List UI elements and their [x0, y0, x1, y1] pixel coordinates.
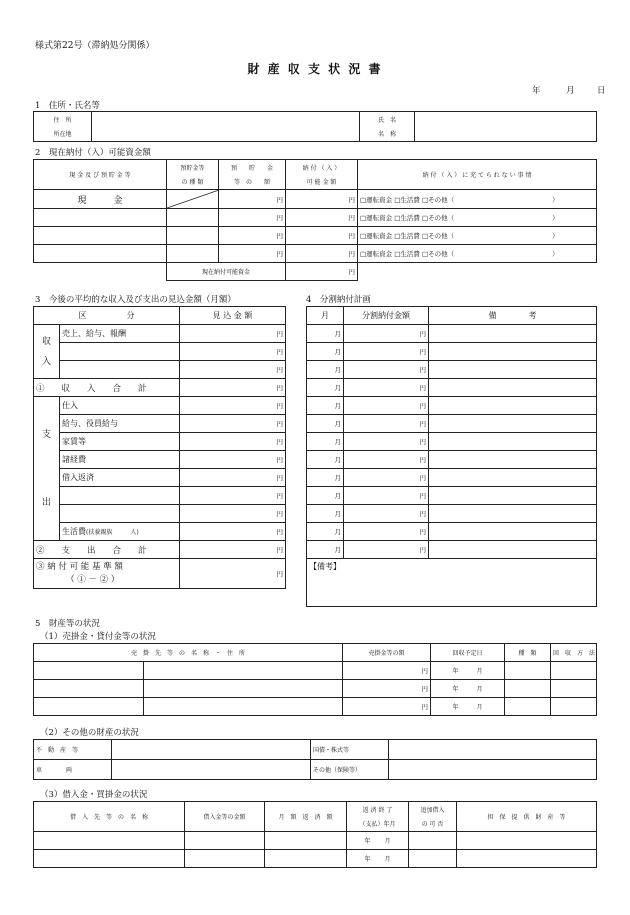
expense-amount[interactable]: 円 — [180, 415, 286, 433]
installment-plan-table — [306, 306, 597, 607]
plan-row — [307, 523, 597, 541]
collection-date[interactable]: 年 月 — [431, 698, 505, 716]
plan-month[interactable]: 月 — [307, 469, 344, 487]
borrowing-row — [34, 850, 597, 868]
col-reason: 納 付 （ 入 ） に 充 て ら れ な い 事 情 — [358, 160, 597, 190]
plan-note[interactable] — [429, 379, 597, 397]
receivable-amount[interactable]: 円 — [343, 680, 431, 698]
plan-row — [307, 505, 597, 523]
reason-close-paren: ） — [552, 214, 559, 222]
expense-amount[interactable]: 円 — [180, 397, 286, 415]
income-label: 収 入 — [34, 325, 60, 379]
expense-item[interactable] — [60, 487, 180, 505]
col-estimate: 見 込 金 額 — [180, 307, 286, 325]
plan-month[interactable]: 月 — [307, 379, 344, 397]
receivable-amount[interactable]: 円 — [343, 662, 431, 680]
collection-date[interactable]: 年 月 — [431, 662, 505, 680]
col-category: 区 分 — [34, 307, 180, 325]
collection-method[interactable] — [551, 662, 597, 680]
debtor-address[interactable] — [144, 680, 343, 698]
col-collection-method: 回 収 方 法 — [551, 644, 597, 662]
col-deposit-amount-1: 預 貯 金 — [219, 160, 286, 175]
funds-row — [34, 190, 597, 209]
plan-row — [307, 487, 597, 505]
plan-amount[interactable]: 円 — [344, 469, 429, 487]
reason-close-paren: ） — [552, 232, 559, 240]
reason-cell — [358, 190, 597, 209]
section1-heading: 1 住所・氏名等 — [35, 101, 100, 111]
securities-field[interactable] — [389, 740, 597, 760]
col-payable-1: 納 付 （ 入 ） — [286, 160, 358, 175]
plan-row — [307, 325, 597, 343]
expense-item[interactable]: 家賃等 — [60, 433, 180, 451]
address-field[interactable] — [92, 112, 360, 142]
col-debtor: 売 掛 先 等 の 名 称 ・ 住 所 — [34, 644, 343, 662]
real-estate-label: 不 動 産 等 — [34, 740, 112, 760]
funds-row — [34, 227, 597, 245]
plan-note[interactable] — [429, 397, 597, 415]
reason-other-checkbox[interactable]: □その他（ — [421, 195, 455, 204]
reason-operating-checkbox[interactable]: □運転資金 — [360, 250, 393, 258]
income-item[interactable]: 売上、給与、報酬 — [60, 325, 180, 343]
plan-row — [307, 397, 597, 415]
income-item[interactable] — [60, 343, 180, 361]
expense-item[interactable]: 仕入 — [60, 397, 180, 415]
receivable-row — [34, 698, 597, 716]
plan-note[interactable] — [429, 433, 597, 451]
receivable-type[interactable] — [505, 680, 551, 698]
debtor-name[interactable] — [34, 680, 144, 698]
plan-amount[interactable]: 円 — [344, 433, 429, 451]
plan-amount[interactable]: 円 — [344, 415, 429, 433]
reason-other-checkbox[interactable]: □その他（ — [421, 214, 455, 222]
reason-operating-checkbox[interactable]: □運転資金 — [360, 214, 393, 222]
plan-note[interactable] — [429, 415, 597, 433]
col-installment: 分割納付金額 — [344, 307, 429, 325]
expense-item[interactable]: 借入返済 — [60, 469, 180, 487]
col-cash-deposits: 現 金 及 び 預 貯 金 等 — [34, 160, 167, 190]
section5-heading: 5 財産等の状況 — [35, 619, 100, 629]
lender-name[interactable] — [34, 850, 185, 868]
collateral[interactable] — [457, 850, 597, 868]
borrowings-heading: （3）借入金・買掛金の状況 — [40, 790, 148, 800]
date-month: 月 — [566, 86, 575, 96]
reason-operating-checkbox[interactable]: □運転資金 — [360, 232, 393, 240]
deposit-type[interactable] — [167, 227, 219, 245]
plan-note[interactable] — [429, 361, 597, 379]
income-expense-table — [33, 306, 286, 589]
section3-heading: 3 今後の平均的な収入及び支出の見込金額（月額） — [35, 295, 236, 305]
plan-amount[interactable]: 円 — [344, 343, 429, 361]
deposit-amount[interactable]: 円 — [219, 227, 286, 245]
vehicle-field[interactable] — [112, 760, 311, 780]
expense-amount[interactable]: 円 — [180, 433, 286, 451]
payable-amount[interactable]: 円 — [286, 209, 358, 227]
receivable-amount[interactable]: 円 — [343, 698, 431, 716]
reason-other-checkbox[interactable]: □その他（ — [421, 232, 455, 240]
plan-month[interactable]: 月 — [307, 433, 344, 451]
expense-amount[interactable]: 円 — [180, 523, 286, 541]
borrowing-row — [34, 832, 597, 850]
plan-month[interactable]: 月 — [307, 487, 344, 505]
payable-amount[interactable]: 円 — [286, 190, 358, 209]
expense-amount[interactable]: 円 — [180, 487, 286, 505]
col-loan-amount: 借入金等の金額 — [185, 802, 265, 832]
name-field[interactable] — [415, 112, 597, 142]
monthly-repayment[interactable] — [265, 832, 347, 850]
plan-month[interactable]: 月 — [307, 415, 344, 433]
plan-amount[interactable]: 円 — [344, 379, 429, 397]
location-label: 所在地 — [34, 127, 92, 142]
plan-month[interactable]: 月 — [307, 397, 344, 415]
plan-month[interactable]: 月 — [307, 541, 344, 559]
date-year: 年 — [532, 86, 541, 96]
reason-living-checkbox[interactable]: □生活費 — [394, 214, 420, 222]
plan-note[interactable] — [429, 487, 597, 505]
additional-borrowing[interactable] — [409, 832, 457, 850]
reason-living-checkbox[interactable]: □生活費 — [394, 195, 420, 204]
collection-method[interactable] — [551, 680, 597, 698]
total-available-amount[interactable]: 円 — [286, 263, 358, 281]
col-lender: 借 入 先 等 の 名 称 — [34, 802, 185, 832]
plan-month[interactable]: 月 — [307, 523, 344, 541]
receivables-heading: （1）売掛金・貸付金等の状況 — [40, 632, 156, 642]
funds-item[interactable] — [34, 209, 167, 227]
name-label: 氏 名 — [360, 112, 415, 127]
collection-date[interactable]: 年 月 — [431, 680, 505, 698]
plan-row — [307, 361, 597, 379]
deposit-amount[interactable]: 円 — [219, 209, 286, 227]
plan-row — [307, 541, 597, 559]
plan-note[interactable] — [429, 541, 597, 559]
real-estate-field[interactable] — [112, 740, 311, 760]
col-note: 備 考 — [429, 307, 597, 325]
expense-amount[interactable]: 円 — [180, 505, 286, 523]
collection-method[interactable] — [551, 698, 597, 716]
col-deposit-type-2: の 種 類 — [167, 175, 219, 190]
payable-amount[interactable]: 円 — [286, 245, 358, 263]
plan-amount[interactable]: 円 — [344, 325, 429, 343]
funds-item[interactable] — [34, 227, 167, 245]
plan-amount[interactable]: 円 — [344, 487, 429, 505]
reason-other-checkbox[interactable]: □その他（ — [421, 250, 455, 258]
plan-amount[interactable]: 円 — [344, 505, 429, 523]
plan-row — [307, 343, 597, 361]
other-insurance-label: その他（保険等） — [311, 760, 389, 780]
funds-row — [34, 209, 597, 227]
expense-amount[interactable]: 円 — [180, 451, 286, 469]
reason-close-paren: ） — [552, 250, 559, 258]
identity-table — [33, 111, 597, 142]
col-deposit-type-1: 預貯金等 — [167, 160, 219, 175]
receivable-type[interactable] — [505, 698, 551, 716]
col-repay-end-2: （支払）年月 — [347, 817, 409, 832]
monthly-repayment[interactable] — [265, 850, 347, 868]
plan-row — [307, 433, 597, 451]
plan-note[interactable] — [429, 451, 597, 469]
debtor-name[interactable] — [34, 662, 144, 680]
plan-month[interactable]: 月 — [307, 451, 344, 469]
deposit-amount[interactable]: 円 — [219, 245, 286, 263]
reason-cell — [358, 245, 597, 263]
expense-total-label: ② 支 出 合 計 — [34, 541, 180, 559]
plan-note[interactable] — [429, 469, 597, 487]
plan-month[interactable]: 月 — [307, 361, 344, 379]
collateral[interactable] — [457, 832, 597, 850]
debtor-address[interactable] — [144, 662, 343, 680]
section2-heading: 2 現在納付（入）可能資金額 — [35, 148, 151, 158]
reason-cell — [358, 227, 597, 245]
income-amount[interactable]: 円 — [180, 325, 286, 343]
plan-amount[interactable]: 円 — [344, 451, 429, 469]
payable-base-label: ③ 納 付 可 能 基 準 額 （ ① － ② ） — [34, 559, 180, 589]
plan-month[interactable]: 月 — [307, 505, 344, 523]
col-collateral: 担 保 提 供 財 産 等 — [457, 802, 597, 832]
date-day: 日 — [597, 86, 606, 96]
plan-amount[interactable]: 円 — [344, 541, 429, 559]
plan-amount[interactable]: 円 — [344, 397, 429, 415]
col-month: 月 — [307, 307, 344, 325]
repay-end[interactable]: 年 月 — [347, 832, 409, 850]
corporate-name-label: 名 称 — [360, 127, 415, 142]
col-additional-2: の 可 否 — [409, 817, 457, 832]
address-label: 住 所 — [34, 112, 92, 127]
col-type: 種 類 — [505, 644, 551, 662]
reason-operating-checkbox[interactable]: □運転資金 — [360, 195, 393, 204]
col-deposit-amount-2: 等 の 額 — [219, 175, 286, 190]
expense-amount[interactable]: 円 — [180, 469, 286, 487]
vehicle-label: 車 両 — [34, 760, 112, 780]
reason-close-paren: ） — [552, 195, 559, 204]
receivable-type[interactable] — [505, 662, 551, 680]
plan-amount[interactable]: 円 — [344, 361, 429, 379]
page-title: 財 産 収 支 状 況 書 — [247, 62, 383, 76]
other-assets-heading: （2）その他の財産の状況 — [40, 728, 139, 738]
income-total-amount[interactable]: 円 — [180, 379, 286, 397]
expense-item[interactable]: 給与、役員給与 — [60, 415, 180, 433]
plan-note[interactable] — [429, 325, 597, 343]
plan-row — [307, 451, 597, 469]
plan-row — [307, 379, 597, 397]
debtor-name[interactable] — [34, 698, 144, 716]
receivable-row — [34, 662, 597, 680]
plan-row — [307, 469, 597, 487]
funds-item[interactable] — [34, 245, 167, 263]
col-collection-date: 回収予定日 — [431, 644, 505, 662]
repay-end[interactable]: 年 月 — [347, 850, 409, 868]
diagonal-cell — [167, 190, 219, 209]
income-item[interactable] — [60, 361, 180, 379]
lender-name[interactable] — [34, 832, 185, 850]
expense-item[interactable] — [60, 505, 180, 523]
additional-borrowing[interactable] — [409, 850, 457, 868]
receivable-row — [34, 680, 597, 698]
loan-amount[interactable] — [185, 832, 265, 850]
payable-amount[interactable]: 円 — [286, 227, 358, 245]
loan-amount[interactable] — [185, 850, 265, 868]
reason-living-checkbox[interactable]: □生活費 — [394, 250, 420, 258]
remarks-box[interactable]: 【備考】 — [307, 559, 597, 607]
income-total-label: ① 収 入 合 計 — [34, 379, 180, 397]
expense-label: 支 出 — [34, 397, 60, 541]
total-available-label: 現在納付可能資金 — [167, 263, 286, 281]
borrowings-table — [33, 801, 597, 868]
deposit-amount[interactable]: 円 — [219, 190, 286, 209]
col-payable-2: 可 能 金 額 — [286, 175, 358, 190]
reason-living-checkbox[interactable]: □生活費 — [394, 232, 420, 240]
other-assets-table — [33, 739, 597, 780]
payable-base-amount[interactable]: 円 — [180, 559, 286, 589]
col-additional-1: 追加借入 — [409, 802, 457, 817]
plan-month[interactable]: 月 — [307, 325, 344, 343]
other-insurance-field[interactable] — [389, 760, 597, 780]
col-repay-end-1: 返 済 終 了 — [347, 802, 409, 817]
expense-total-amount[interactable]: 円 — [180, 541, 286, 559]
securities-label: 国債・株式等 — [311, 740, 389, 760]
cash-label: 現 金 — [34, 190, 167, 209]
plan-row — [307, 415, 597, 433]
deposit-type[interactable] — [167, 209, 219, 227]
receivables-table — [33, 643, 597, 716]
expense-item[interactable]: 諸経費 — [60, 451, 180, 469]
col-monthly-repayment: 月 額 返 済 額 — [265, 802, 347, 832]
living-expense-item[interactable]: 生活費(扶養親族 人) — [60, 523, 180, 541]
debtor-address[interactable] — [144, 698, 343, 716]
plan-note[interactable] — [429, 505, 597, 523]
plan-note[interactable] — [429, 523, 597, 541]
income-amount[interactable]: 円 — [180, 361, 286, 379]
income-amount[interactable]: 円 — [180, 343, 286, 361]
plan-month[interactable]: 月 — [307, 343, 344, 361]
deposit-type[interactable] — [167, 245, 219, 263]
form-number: 様式第22号（滞納処分関係） — [35, 41, 155, 51]
reason-cell — [358, 209, 597, 227]
plan-note[interactable] — [429, 343, 597, 361]
section4-heading: 4 分割納付計画 — [306, 295, 371, 305]
funds-row — [34, 245, 597, 263]
plan-amount[interactable]: 円 — [344, 523, 429, 541]
col-receivable-amount: 売掛金等の額 — [343, 644, 431, 662]
available-funds-table — [33, 159, 597, 281]
